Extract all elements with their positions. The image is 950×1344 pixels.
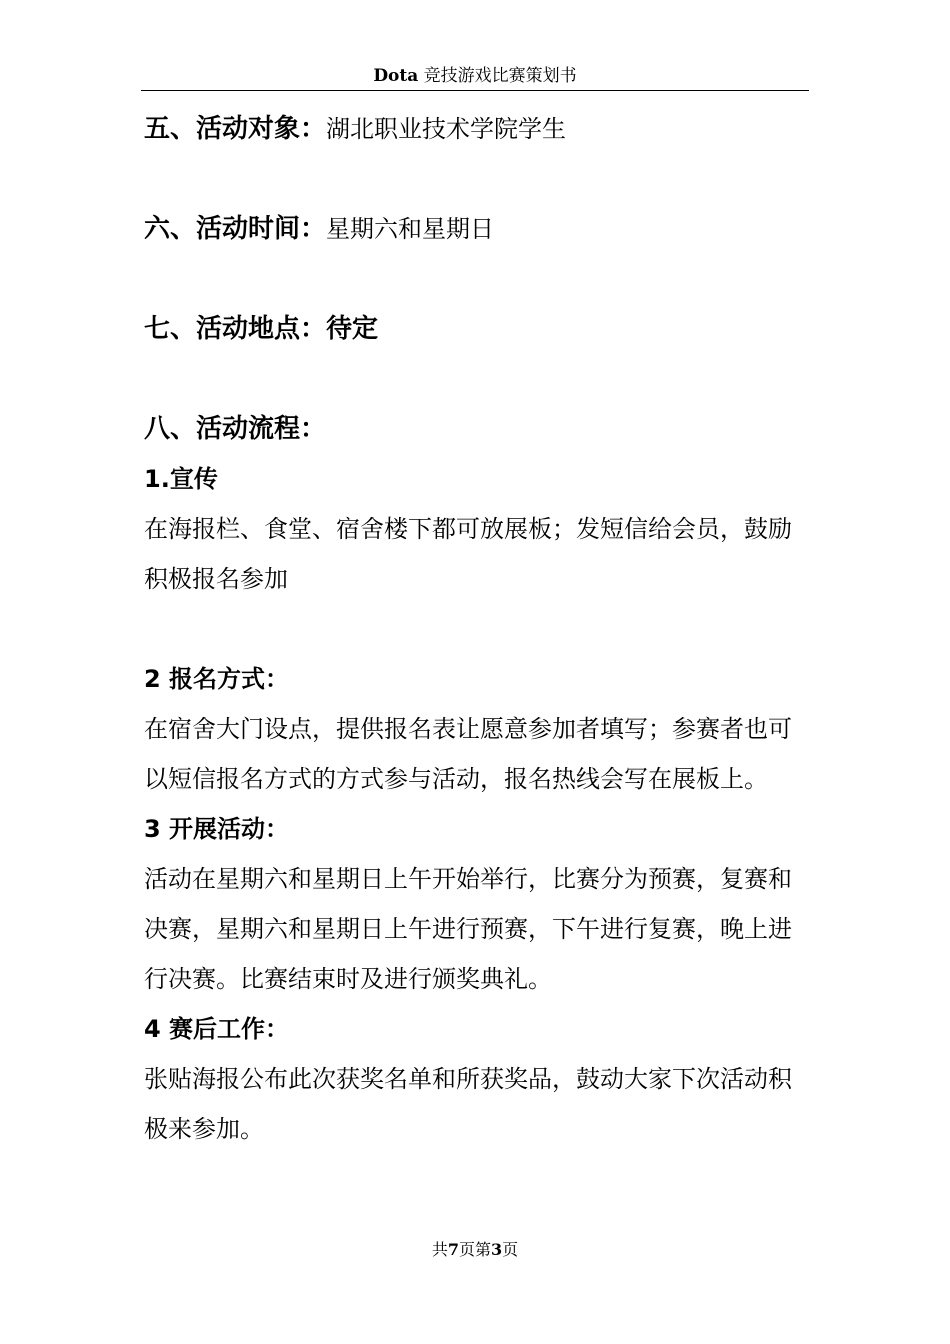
document-body (144, 104, 812, 1154)
header-title: 竞技游戏比赛策划书 (418, 66, 577, 86)
footer-total-prefix: 共 (431, 1240, 448, 1259)
section-8-heading: 八、活动流程： (144, 414, 327, 444)
page-footer (0, 1238, 950, 1262)
flow-step-2-title: 2 报名方式： (144, 665, 290, 693)
flow-step-1-text: 在海报栏、食堂、宿舍楼下都可放展板；发短信给会员，鼓励积极报名参加 (144, 515, 792, 593)
footer-total-pages: 7 (447, 1240, 459, 1259)
footer-current-suffix: 页 (502, 1240, 519, 1259)
section-6-heading: 六、活动时间： (144, 214, 327, 244)
footer-total-suffix: 页第 (458, 1240, 491, 1259)
flow-step-4-title: 4 赛后工作： (144, 1015, 290, 1043)
section-6-value: 星期六和星期日 (326, 215, 495, 243)
section-5 (144, 104, 812, 154)
section-8 (144, 404, 812, 454)
section-7 (144, 304, 812, 354)
flow-step-3-title: 3 开展活动： (144, 815, 290, 843)
header-prefix: Dota (373, 66, 419, 86)
flow-step-4-text: 张贴海报公布此次获奖名单和所获奖品，鼓动大家下次活动积极来参加。 (144, 1065, 792, 1143)
section-5-heading: 五、活动对象： (144, 114, 327, 144)
flow-step-1-title: 1.宣传 (144, 465, 218, 493)
section-7-heading: 七、活动地点：待定 (144, 314, 379, 344)
page-header (141, 62, 809, 91)
section-5-value: 湖北职业技术学院学生 (326, 115, 567, 143)
section-6 (144, 204, 812, 254)
flow-step-2-text: 在宿舍大门设点，提供报名表让愿意参加者填写；参赛者也可以短信报名方式的方式参与活动，报名热线会写在展板上。 (144, 715, 792, 793)
flow-step-3-text: 活动在星期六和星期日上午开始举行，比赛分为预赛，复赛和决赛，星期六和星期日上午进行预赛，下午进行复赛，晚上进行决赛。比赛结束时及进行颁奖典礼。 (144, 865, 792, 993)
footer-current-page: 3 (491, 1240, 503, 1259)
